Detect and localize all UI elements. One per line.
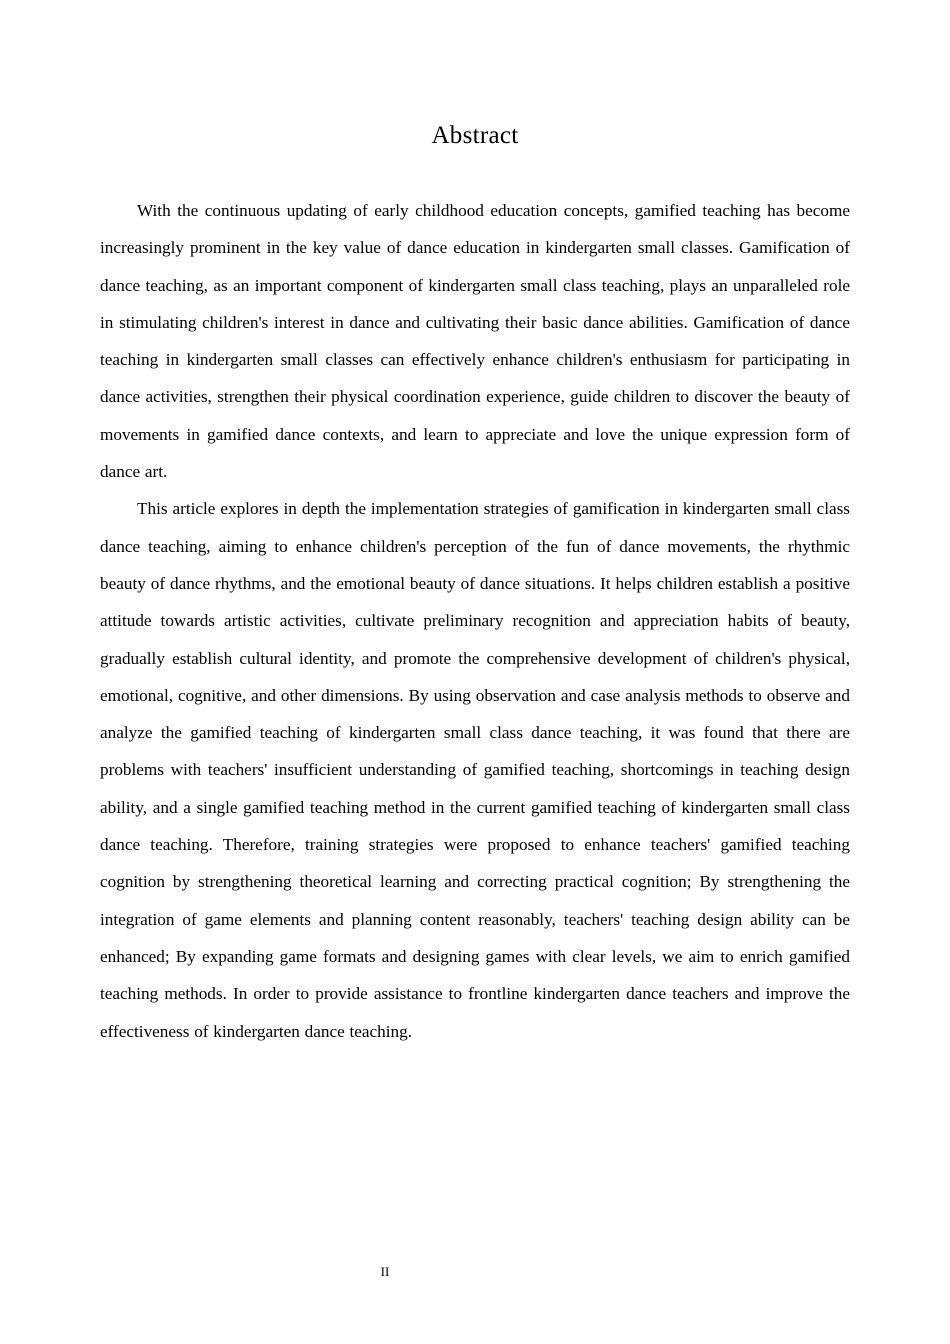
page-title: Abstract <box>431 122 519 149</box>
page-number: II <box>380 1264 390 1279</box>
page-footer <box>0 1264 950 1280</box>
abstract-paragraph-2: This article explores in depth the implementation strategies of gamification in kindergarten small class dance teaching, aiming to enhance children's perception of the fun of dance movements, the rhythmic beauty of dance rhythms, and the emotional beauty of dance situations. It helps children establish a positive attitude towards artistic activities, cultivate preliminary recognition and appreciation habits of beauty, gradually establish cultural identity, and promote the comprehensive development of children's physical, emotional, cognitive, and other dimensions. By using observation and case analysis methods to observe and analyze the gamified teaching of kindergarten small class dance teaching, it was found that there are problems with teachers' insufficient understanding of gamified teaching, shortcomings in teaching design ability, and a single gamified teaching method in the current gamified teaching of kindergarten small class dance teaching. Therefore, training strategies were proposed to enhance teachers' gamified teaching cognition by strengthening theoretical learning and correcting practical cognition; By strengthening the integration of game elements and planning content reasonably, teachers' teaching design ability can be enhanced; By expanding game formats and designing games with clear levels, we aim to enrich gamified teaching methods. In order to provide assistance to frontline kindergarten dance teachers and improve the effectiveness of kindergarten dance teaching. <box>100 499 850 1041</box>
abstract-paragraph-1: With the continuous updating of early childhood education concepts, gamified teaching has become increasingly prominent in the key value of dance education in kindergarten small classes. Gamification of dance teaching, as an important component of kindergarten small class teaching, plays an unparalleled role in stimulating children's interest in dance and cultivating their basic dance abilities. Gamification of dance teaching in kindergarten small classes can effectively enhance children's enthusiasm for participating in dance activities, strengthen their physical coordination experience, guide children to discover the beauty of movements in gamified dance contexts, and learn to appreciate and love the unique expression form of dance art. <box>100 201 850 482</box>
document-body <box>100 150 850 1050</box>
